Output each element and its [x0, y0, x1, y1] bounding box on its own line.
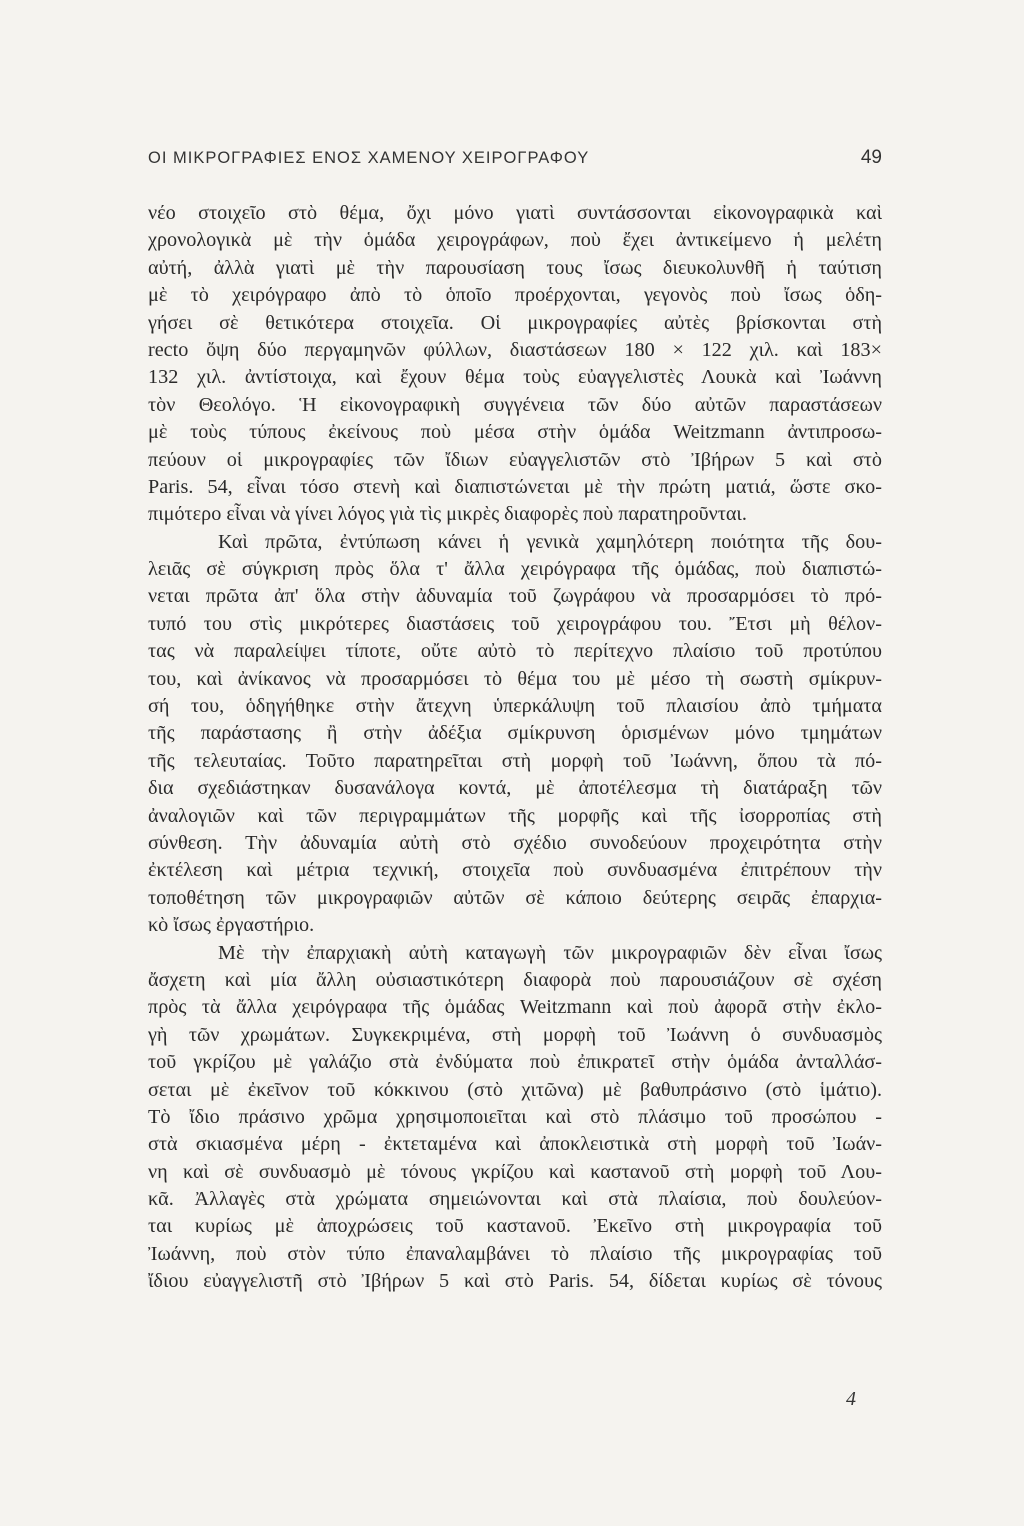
- text-line: ἄσχετη καὶ μία ἄλλη οὐσιαστικότερη διαφορὰ ποὺ παρουσιάζουν σὲ σχέση: [148, 968, 882, 991]
- text-line: κὸ ἴσως ἐργαστήριο.: [148, 914, 315, 937]
- text-line: σή του, ὁδηγήθηκε στὴν ἄτεχνη ὑπερκάλυψη τοῦ πλαισίου ἀπὸ τμήματα: [148, 695, 882, 718]
- text-line: recto ὄψη δύο περγαμηνῶν φύλλων, διαστάσεων 180 × 122 χιλ. καὶ 183×: [148, 338, 882, 361]
- text-line: μὲ τὸ χειρόγραφο ἀπὸ τὸ ὁποῖο προέρχονται, γεγονὸς ποὺ ἴσως ὁδη-: [148, 284, 882, 307]
- text-line: πεύουν οἱ μικρογραφίες τῶν ἴδιων εὐαγγελιστῶν στὸ Ἰβήρων 5 καὶ στὸ: [148, 448, 882, 471]
- text-line: πρὸς τὰ ἄλλα χειρόγραφα τῆς ὁμάδας Weitzmann καὶ ποὺ ἀφορᾶ στὴν ἐκλο-: [148, 996, 882, 1019]
- text-line: Τὸ ἴδιο πράσινο χρῶμα χρησιμοποιεῖται καὶ στὸ πλάσιμο τοῦ προσώπου -: [148, 1105, 882, 1128]
- text-line: τῆς παράστασης ἢ στὴν ἀδέξια σμίκρυνση ὁρισμένων μόνο τμημάτων: [148, 722, 882, 745]
- text-line: τῆς τελευταίας. Τοῦτο παρατηρεῖται στὴ μορφὴ τοῦ Ἰωάννη, ὅπου τὰ πό-: [148, 749, 882, 772]
- text-line: Ἰωάννη, ποὺ στὸν τύπο ἐπαναλαμβάνει τὸ πλαίσιο τῆς μικρογραφίας τοῦ: [148, 1242, 882, 1265]
- running-title: ΟΙ ΜΙΚΡΟΓΡΑΦΙΕΣ ΕΝΟΣ ΧΑΜΕΝΟΥ ΧΕΙΡΟΓΡΑΦΟΥ: [148, 149, 590, 167]
- body-text: [148, 200, 882, 1296]
- text-line: τας νὰ παραλείψει τίποτε, οὔτε αὐτὸ τὸ περίτεχνο πλαίσιο τοῦ προτύπου: [148, 640, 882, 663]
- text-line: σύνθεση. Τὴν ἀδυναμία αὐτὴ στὸ σχέδιο συνοδεύουν προχειρότητα στὴν: [148, 831, 882, 854]
- text-line: Καὶ πρῶτα, ἐντύπωση κάνει ἡ γενικὰ χαμηλότερη ποιότητα τῆς δου-: [218, 530, 882, 553]
- text-line: αὐτή, ἀλλὰ γιατὶ μὲ τὴν παρουσίαση τους ἴσως διευκολυνθῆ ἡ ταύτιση: [148, 256, 882, 279]
- text-line: τοποθέτηση τῶν μικρογραφιῶν αὐτῶν σὲ κάποιο δεύτερης σειρᾶς ἐπαρχια-: [148, 886, 882, 909]
- text-line: Μὲ τὴν ἐπαρχιακὴ αὐτὴ καταγωγὴ τῶν μικρογραφιῶν δὲν εἶναι ἴσως: [218, 941, 882, 964]
- text-line: τὸν Θεολόγο. Ἡ εἰκονογραφικὴ συγγένεια τῶν δύο αὐτῶν παραστάσεων: [148, 393, 882, 416]
- text-line: ἴδιου εὐαγγελιστῆ στὸ Ἰβήρων 5 καὶ στὸ Paris. 54, δίδεται κυρίως σὲ τόνους: [148, 1270, 882, 1293]
- text-line: Paris. 54, εἶναι τόσο στενὴ καὶ διαπιστώνεται μὲ τὴν πρώτη ματιά, ὥστε σκο-: [148, 475, 882, 498]
- page-header: [148, 147, 882, 169]
- text-line: δια σχεδιάστηκαν δυσανάλογα κοντά, μὲ ἀποτέλεσμα τὴ διατάραξη τῶν: [148, 777, 882, 800]
- signature-mark: 4: [846, 1388, 856, 1410]
- text-line: ἐκτέλεση καὶ μέτρια τεχνική, στοιχεῖα ποὺ συνδυασμένα ἐπιτρέπουν τὴν: [148, 859, 882, 882]
- text-line: τυπό του στὶς μικρότερες διαστάσεις τοῦ χειρογράφου του. Ἔτσι μὴ θέλον-: [148, 612, 882, 635]
- text-line: γήσει σὲ θετικότερα στοιχεῖα. Οἱ μικρογραφίες αὐτὲς βρίσκονται στὴ: [148, 311, 882, 334]
- text-line: ται κυρίως μὲ ἀποχρώσεις τοῦ καστανοῦ. Ἐκεῖνο στὴ μικρογραφία τοῦ: [148, 1215, 882, 1238]
- text-line: σεται μὲ ἐκεῖνον τοῦ κόκκινου (στὸ χιτῶνα) μὲ βαθυπράσινο (στὸ ἱμάτιο).: [148, 1078, 882, 1101]
- text-line: νέο στοιχεῖο στὸ θέμα, ὄχι μόνο γιατὶ συντάσσονται εἰκονογραφικὰ καὶ: [148, 202, 882, 224]
- text-line: νεται πρῶτα ἀπ' ὅλα στὴν ἀδυναμία τοῦ ζωγράφου νὰ προσαρμόσει τὸ πρό-: [148, 585, 882, 608]
- text-line: νη καὶ σὲ συνδυασμὸ μὲ τόνους γκρίζου καὶ καστανοῦ στὴ μορφὴ τοῦ Λου-: [148, 1160, 882, 1183]
- text-line: χρονολογικὰ μὲ τὴν ὁμάδα χειρογράφων, ποὺ ἔχει ἀντικείμενο ἡ μελέτη: [148, 229, 882, 252]
- text-line: γὴ τῶν χρωμάτων. Συγκεκριμένα, στὴ μορφὴ τοῦ Ἰωάννη ὁ συνδυασμὸς: [148, 1023, 882, 1046]
- text-line: πιμότερο εἶναι νὰ γίνει λόγος γιὰ τὶς μικρὲς διαφορὲς ποὺ παρατηροῦνται.: [148, 503, 747, 526]
- text-line: λειᾶς σὲ σύγκριση πρὸς ὅλα τ' ἄλλα χειρόγραφα τῆς ὁμάδας, ποὺ διαπιστώ-: [148, 558, 882, 581]
- text-line: ἀναλογιῶν καὶ τῶν περιγραμμάτων τῆς μορφῆς καὶ τῆς ἰσορροπίας στὴ: [148, 804, 882, 827]
- text-line: του, καὶ ἀνίκανος νὰ προσαρμόσει τὸ θέμα του μὲ μέσο τὴ σωστὴ σμίκρυν-: [148, 667, 882, 690]
- text-line: κᾶ. Ἀλλαγὲς στὰ χρώματα σημειώνονται καὶ στὰ πλαίσια, ποὺ δουλεύον-: [148, 1188, 882, 1211]
- text-line: μὲ τοὺς τύπους ἐκείνους ποὺ μέσα στὴν ὁμάδα Weitzmann ἀντιπροσω-: [148, 421, 882, 444]
- text-line: τοῦ γκρίζου μὲ γαλάζιο στὰ ἐνδύματα ποὺ ἐπικρατεῖ στὴν ὁμάδα ἀνταλλάσ-: [148, 1051, 882, 1074]
- page-number: 49: [860, 147, 882, 168]
- text-line: 132 χιλ. ἀντίστοιχα, καὶ ἔχουν θέμα τοὺς εὐαγγελιστὲς Λουκὰ καὶ Ἰωάννη: [148, 366, 882, 389]
- text-line: στὰ σκιασμένα μέρη - ἐκτεταμένα καὶ ἀποκλειστικὰ στὴ μορφὴ τοῦ Ἰωάν-: [148, 1133, 882, 1156]
